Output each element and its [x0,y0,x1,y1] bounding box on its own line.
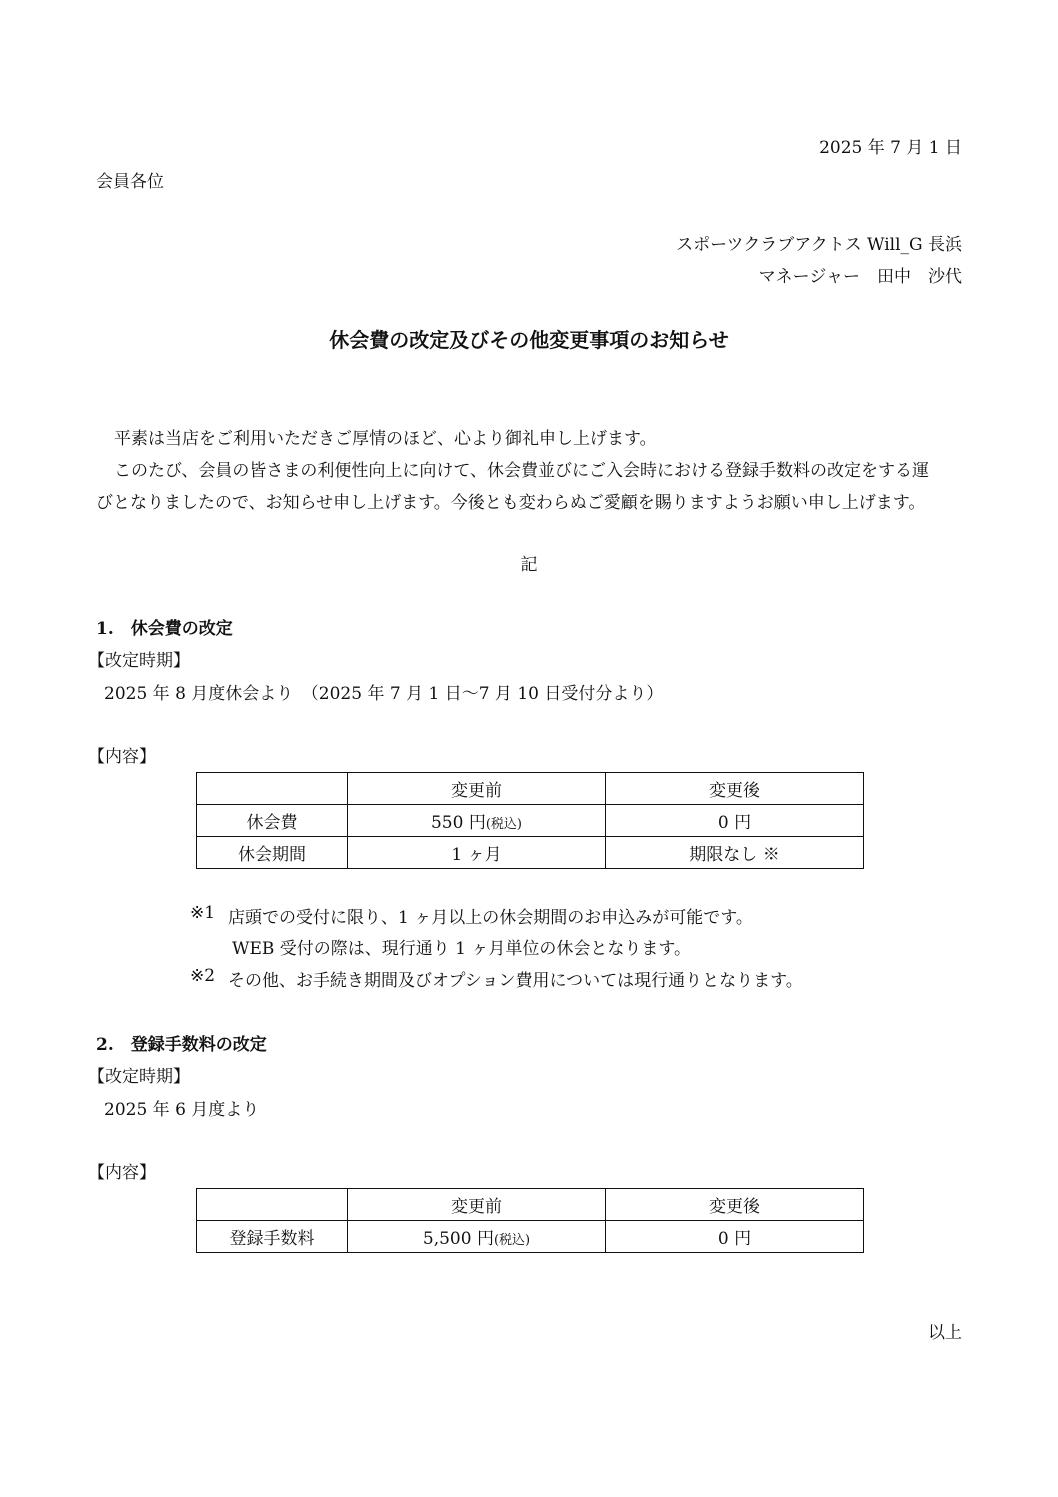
note1-line-1: 店頭での受付に限り、1 ヶ月以上の休会期間のお申込みが可能です。 [228,908,753,928]
section2-content-label: 【内容】 [88,1163,156,1183]
table-header-cell: 変更前 [348,1189,606,1221]
row-label-cell: 休会期間 [197,837,348,869]
before-value: 5,500 円 [422,1229,494,1249]
before-value: 1 ヶ月 [451,845,502,865]
table-header-cell [197,773,348,805]
announcement-line-1: このたび、会員の皆さまの利便性向上に向けて、休会費並びにご入会時における登録手数料の改定をする運 [114,461,929,481]
note2-text: その他、お手続き期間及びオプション費用については現行通りとなります。 [228,971,803,991]
table-header-cell: 変更前 [348,773,606,805]
section2-heading: 2. 登録手数料の改定 [96,1035,267,1055]
row-label-cell: 休会費 [197,805,348,837]
note1-mark: ※1 [190,903,216,923]
section1-period-label: 【改定時期】 [88,651,190,671]
table-header-cell: 変更後 [606,773,864,805]
note1-line-2: WEB 受付の際は、現行通り 1 ヶ月単位の休会となります。 [232,939,692,959]
row-label-cell: 登録手数料 [197,1221,348,1253]
section1-content-label: 【内容】 [88,747,156,767]
sender-person: マネージャー 田中 沙代 [758,267,962,287]
section1-heading: 1. 休会費の改定 [96,619,233,639]
after-cell: 0 円 [606,805,864,837]
section1-period-value: 2025 年 8 月度休会より （2025 年 7 月 1 日～7 月 10 日受付分より） [104,684,664,704]
table-row [197,1221,864,1253]
before-cell [348,805,606,837]
recipient: 会員各位 [96,172,164,192]
ki-marker: 記 [520,555,538,575]
document-title: 休会費の改定及びその他変更事項のお知らせ [329,328,729,352]
tax-note: (税込) [485,817,522,832]
table-row [197,805,864,837]
table-header-row [197,773,864,805]
table-header-cell [197,1189,348,1221]
note2-mark: ※2 [190,966,216,986]
table-header-cell: 変更後 [606,1189,864,1221]
before-cell [348,1221,606,1253]
sender-organization: スポーツクラブアクトス Will_G 長浜 [676,235,962,255]
section2-table [196,1188,864,1253]
tax-note: (税込) [493,1233,531,1248]
section2-period-label: 【改定時期】 [88,1067,190,1087]
announcement-line-2: びとなりましたので、お知らせ申し上げます。今後とも変わらぬご愛顧を賜りますようお願い申し上げます。 [96,493,926,513]
document-date: 2025 年 7 月 1 日 [819,138,962,158]
before-cell [348,837,606,869]
greeting-paragraph: 平素は当店をご利用いただきご厚情のほど、心より御礼申し上げます。 [114,429,657,449]
after-cell: 0 円 [606,1221,864,1253]
closing-ijou: 以上 [928,1323,962,1343]
section1-table [196,772,864,869]
before-value: 550 円 [430,813,486,833]
table-row [197,837,864,869]
table-header-row [197,1189,864,1221]
after-cell: 期限なし ※ [606,837,864,869]
section2-period-value: 2025 年 6 月度より [104,1100,260,1120]
